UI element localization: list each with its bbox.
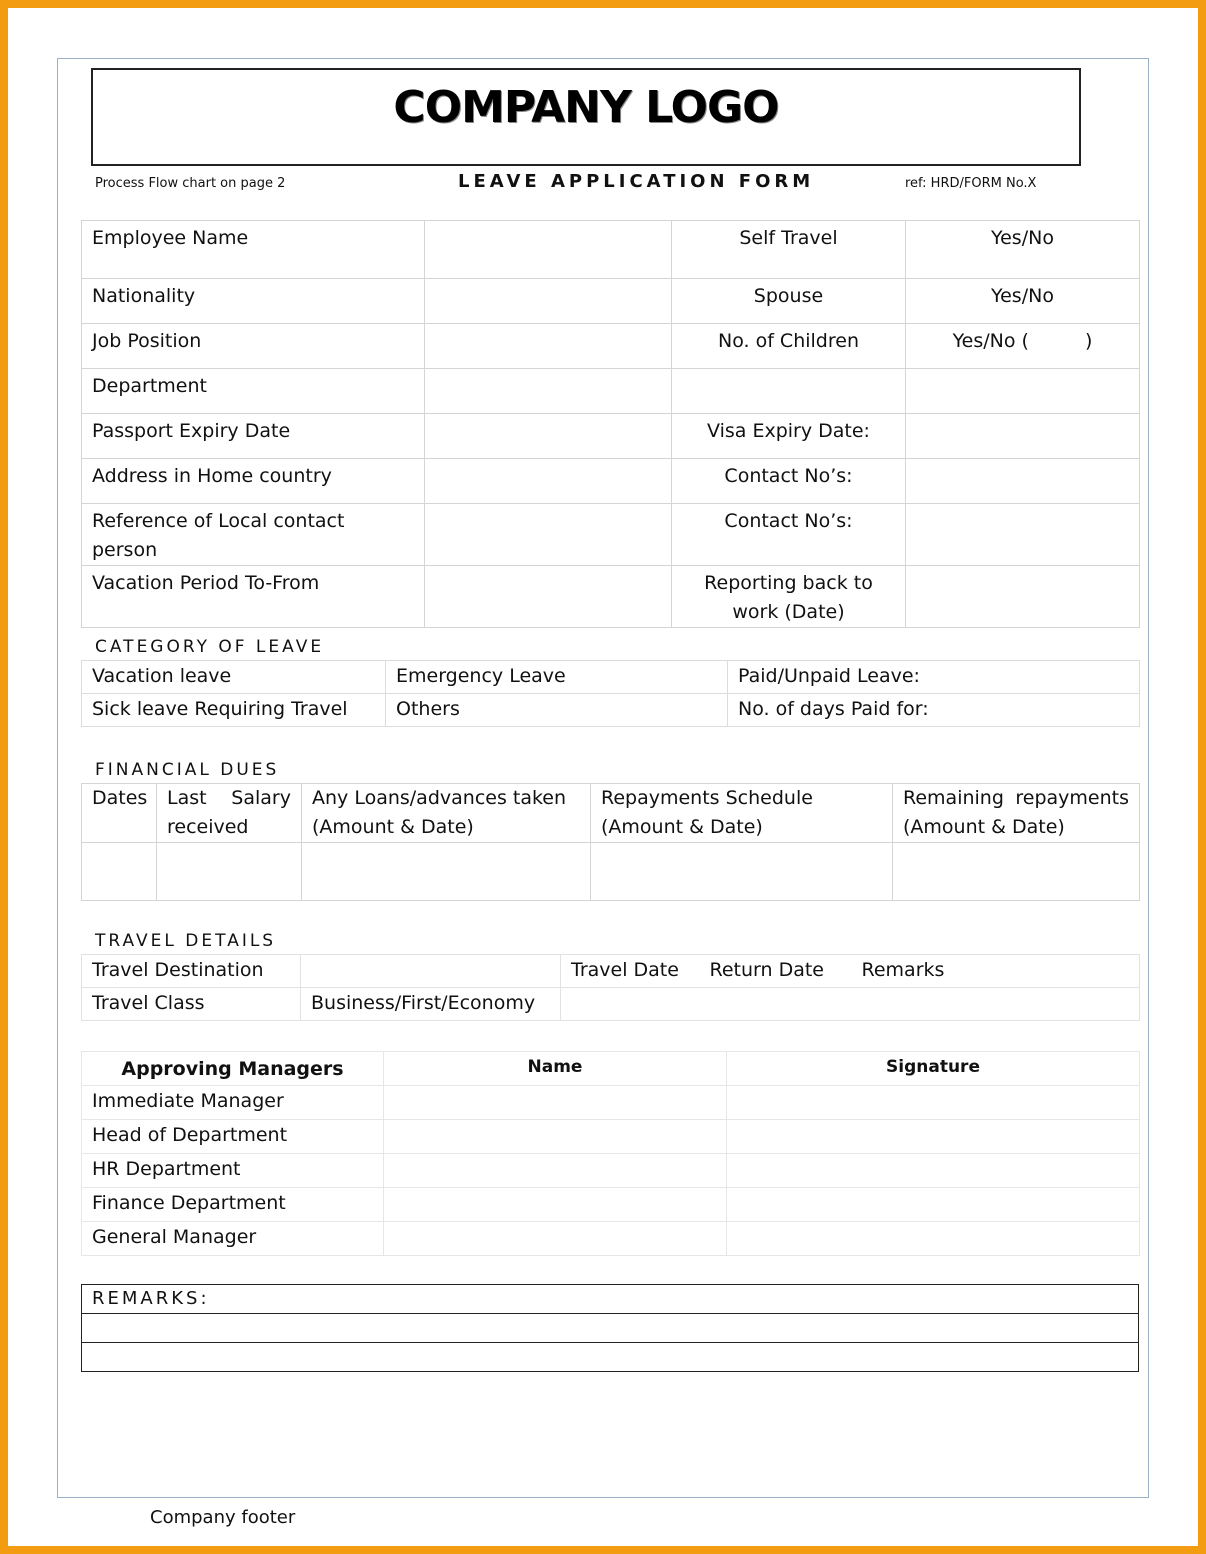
- paid-unpaid-field[interactable]: Paid/Unpaid Leave:: [728, 661, 1140, 694]
- col-remaining: Remaining repayments (Amount & Date): [893, 784, 1140, 843]
- approver-name-field[interactable]: [384, 1188, 727, 1222]
- home-address-field[interactable]: [425, 459, 672, 504]
- remaining-field[interactable]: [893, 843, 1140, 901]
- category-table: [81, 660, 1140, 727]
- approver-signature-field[interactable]: [727, 1120, 1140, 1154]
- col-repayments-schedule: Repayments Schedule (Amount & Date): [591, 784, 893, 843]
- approver-general-manager: General Manager: [82, 1222, 384, 1256]
- loans-field[interactable]: [302, 843, 591, 901]
- approver-signature-field[interactable]: [727, 1222, 1140, 1256]
- travel-destination-field[interactable]: [301, 955, 561, 988]
- label-travel-destination: Travel Destination: [82, 955, 301, 988]
- label-home-address: Address in Home country: [82, 459, 425, 504]
- label-reporting-back: Reporting back to work (Date): [672, 566, 906, 628]
- approver-name-field[interactable]: [384, 1120, 727, 1154]
- days-paid-field[interactable]: No. of days Paid for:: [728, 694, 1140, 727]
- local-reference-field[interactable]: [425, 504, 672, 566]
- employee-name-field[interactable]: [425, 221, 672, 279]
- label-passport-expiry: Passport Expiry Date: [82, 414, 425, 459]
- department-field[interactable]: [425, 369, 672, 414]
- dates-field[interactable]: [82, 843, 157, 901]
- travel-date-field[interactable]: [561, 988, 700, 1021]
- process-note: Process Flow chart on page 2: [95, 176, 286, 191]
- others-option[interactable]: Others: [386, 694, 728, 727]
- financial-table: [81, 783, 1140, 901]
- col-dates: Dates: [82, 784, 157, 843]
- col-approving-managers: Approving Managers: [82, 1052, 384, 1086]
- label-vacation-period: Vacation Period To-From: [82, 566, 425, 628]
- approver-name-field[interactable]: [384, 1086, 727, 1120]
- approver-finance-department: Finance Department: [82, 1188, 384, 1222]
- vacation-leave-option[interactable]: Vacation leave: [82, 661, 386, 694]
- empty-cell: [906, 369, 1140, 414]
- job-position-field[interactable]: [425, 324, 672, 369]
- label-visa-expiry: Visa Expiry Date:: [672, 414, 906, 459]
- vacation-period-field[interactable]: [425, 566, 672, 628]
- children-value-close: ): [1084, 330, 1093, 352]
- last-salary-field[interactable]: [157, 843, 302, 901]
- label-travel-class: Travel Class: [82, 988, 301, 1021]
- label-department: Department: [82, 369, 425, 414]
- remarks-line[interactable]: [82, 1314, 1139, 1343]
- travel-table: [81, 954, 1140, 1021]
- category-title: CATEGORY OF LEAVE: [95, 637, 325, 657]
- travel-title: TRAVEL DETAILS: [95, 931, 277, 951]
- self-travel-field[interactable]: Yes/No: [906, 221, 1140, 279]
- empty-cell: [672, 369, 906, 414]
- emergency-leave-option[interactable]: Emergency Leave: [386, 661, 728, 694]
- remarks-label: REMARKS:: [82, 1285, 1139, 1314]
- travel-class-field[interactable]: Business/First/Economy: [301, 988, 561, 1021]
- form-title: LEAVE APPLICATION FORM: [458, 171, 815, 192]
- col-loans: Any Loans/advances taken (Amount & Date): [302, 784, 591, 843]
- repayments-schedule-field[interactable]: [591, 843, 893, 901]
- label-nationality: Nationality: [82, 279, 425, 324]
- employee-info-table: [81, 220, 1140, 628]
- company-logo-box: [91, 68, 1081, 166]
- label-contact-local: Contact No’s:: [672, 504, 906, 566]
- label-self-travel: Self Travel: [672, 221, 906, 279]
- label-children: No. of Children: [672, 324, 906, 369]
- approver-signature-field[interactable]: [727, 1086, 1140, 1120]
- return-date-field[interactable]: [700, 988, 852, 1021]
- remarks-table: [81, 1284, 1139, 1372]
- approver-head-of-department: Head of Department: [82, 1120, 384, 1154]
- reporting-back-field[interactable]: [906, 566, 1140, 628]
- children-field[interactable]: [906, 324, 1140, 369]
- col-last-salary: Last Salary received: [157, 784, 302, 843]
- spouse-field[interactable]: Yes/No: [906, 279, 1140, 324]
- contact-home-field[interactable]: [906, 459, 1140, 504]
- passport-expiry-field[interactable]: [425, 414, 672, 459]
- approver-name-field[interactable]: [384, 1222, 727, 1256]
- remarks-field[interactable]: [852, 988, 1140, 1021]
- approver-hr-department: HR Department: [82, 1154, 384, 1188]
- approver-name-field[interactable]: [384, 1154, 727, 1188]
- col-signature: Signature: [727, 1052, 1140, 1086]
- label-return-date: Return Date: [700, 955, 852, 988]
- sick-leave-option[interactable]: Sick leave Requiring Travel: [82, 694, 386, 727]
- label-spouse: Spouse: [672, 279, 906, 324]
- financial-title: FINANCIAL DUES: [95, 760, 280, 780]
- col-name: Name: [384, 1052, 727, 1086]
- approver-signature-field[interactable]: [727, 1188, 1140, 1222]
- label-local-reference: Reference of Local contact person: [82, 504, 425, 566]
- label-travel-date: Travel Date: [561, 955, 700, 988]
- form-reference: ref: HRD/FORM No.X: [905, 176, 1037, 191]
- approver-immediate-manager: Immediate Manager: [82, 1086, 384, 1120]
- visa-expiry-field[interactable]: [906, 414, 1140, 459]
- remarks-line[interactable]: [82, 1343, 1139, 1372]
- approvals-table: [81, 1051, 1140, 1256]
- company-footer: Company footer: [150, 1507, 296, 1528]
- label-remarks: Remarks: [852, 955, 1140, 988]
- label-employee-name: Employee Name: [82, 221, 425, 279]
- label-job-position: Job Position: [82, 324, 425, 369]
- approver-signature-field[interactable]: [727, 1154, 1140, 1188]
- label-contact-home: Contact No’s:: [672, 459, 906, 504]
- contact-local-field[interactable]: [906, 504, 1140, 566]
- company-logo: COMPANY LOGO: [393, 81, 779, 133]
- children-value-open: Yes/No (: [952, 330, 1029, 352]
- nationality-field[interactable]: [425, 279, 672, 324]
